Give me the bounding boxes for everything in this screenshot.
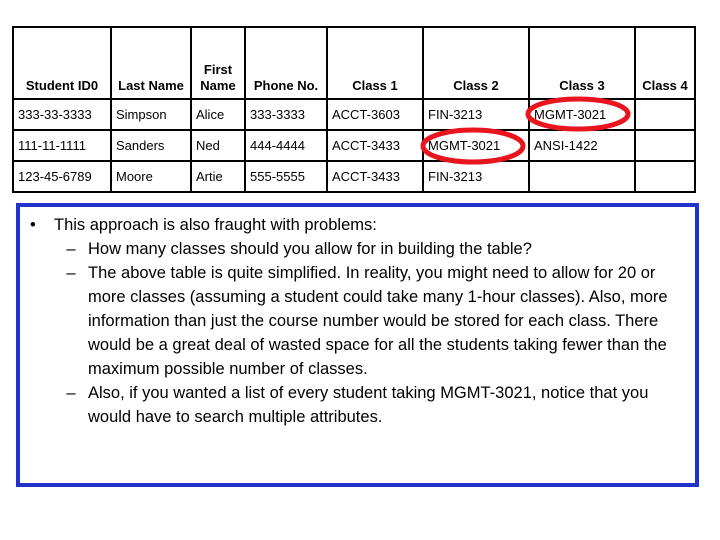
bullet-text: This approach is also fraught with problems: bbox=[54, 216, 377, 234]
cell-student-id: 123-45-6789 bbox=[13, 161, 111, 192]
cell-class-3 bbox=[529, 161, 635, 192]
cell-class-4 bbox=[635, 130, 695, 161]
cell-last-name: Moore bbox=[111, 161, 191, 192]
cell-class-2: MGMT-3021 bbox=[423, 130, 529, 161]
cell-student-id: 111-11-1111 bbox=[13, 130, 111, 161]
cell-phone: 444-4444 bbox=[245, 130, 327, 161]
cell-student-id: 333-33-3333 bbox=[13, 99, 111, 130]
dash-mark: – bbox=[66, 384, 76, 402]
cell-class-4 bbox=[635, 99, 695, 130]
dash-mark: – bbox=[66, 264, 76, 282]
cell-first-name: Alice bbox=[191, 99, 245, 130]
cell-phone: 555-5555 bbox=[245, 161, 327, 192]
cell-class-1: ACCT-3603 bbox=[327, 99, 423, 130]
cell-first-name: Artie bbox=[191, 161, 245, 192]
dash-mark: – bbox=[66, 240, 76, 258]
cell-phone: 333-3333 bbox=[245, 99, 327, 130]
bullet-dot: • bbox=[30, 216, 36, 234]
cell-class-3: ANSI-1422 bbox=[529, 130, 635, 161]
table-row bbox=[13, 161, 695, 192]
header-student-id: Student ID0 bbox=[13, 27, 111, 99]
header-class-4: Class 4 bbox=[635, 27, 695, 99]
sub-bullet-item bbox=[30, 237, 685, 261]
cell-class-2: FIN-3213 bbox=[423, 99, 529, 130]
sub-bullet-item bbox=[30, 261, 685, 381]
header-class-3: Class 3 bbox=[529, 27, 635, 99]
cell-class-3: MGMT-3021 bbox=[529, 99, 635, 130]
cell-class-1: ACCT-3433 bbox=[327, 161, 423, 192]
header-last-name: Last Name bbox=[111, 27, 191, 99]
sub-bullet-text: How many classes should you allow for in building the table? bbox=[88, 240, 532, 258]
sub-bullet-text: The above table is quite simplified. In reality, you might need to allow for 20 or more classes (assuming a student could take many 1-hour classes). Also, more information than just the course number would be stored for each class. There would be a great deal of wasted space for all the students taking fewer than the maximum possible number of classes. bbox=[88, 264, 668, 378]
bullet-item bbox=[30, 213, 685, 237]
sub-bullet-list bbox=[30, 237, 685, 429]
header-class-2: Class 2 bbox=[423, 27, 529, 99]
cell-last-name: Simpson bbox=[111, 99, 191, 130]
table-row bbox=[13, 130, 695, 161]
table-header-row bbox=[13, 27, 695, 99]
header-class-1: Class 1 bbox=[327, 27, 423, 99]
sub-bullet-item bbox=[30, 381, 685, 429]
header-phone: Phone No. bbox=[245, 27, 327, 99]
sub-bullet-text: Also, if you wanted a list of every student taking MGMT-3021, notice that you would have to search multiple attributes. bbox=[88, 384, 649, 426]
notes-box bbox=[16, 203, 699, 487]
table-row bbox=[13, 99, 695, 130]
cell-class-1: ACCT-3433 bbox=[327, 130, 423, 161]
student-classes-table bbox=[12, 26, 696, 193]
cell-class-4 bbox=[635, 161, 695, 192]
header-first-name: First Name bbox=[191, 27, 245, 99]
cell-last-name: Sanders bbox=[111, 130, 191, 161]
cell-first-name: Ned bbox=[191, 130, 245, 161]
cell-class-2: FIN-3213 bbox=[423, 161, 529, 192]
